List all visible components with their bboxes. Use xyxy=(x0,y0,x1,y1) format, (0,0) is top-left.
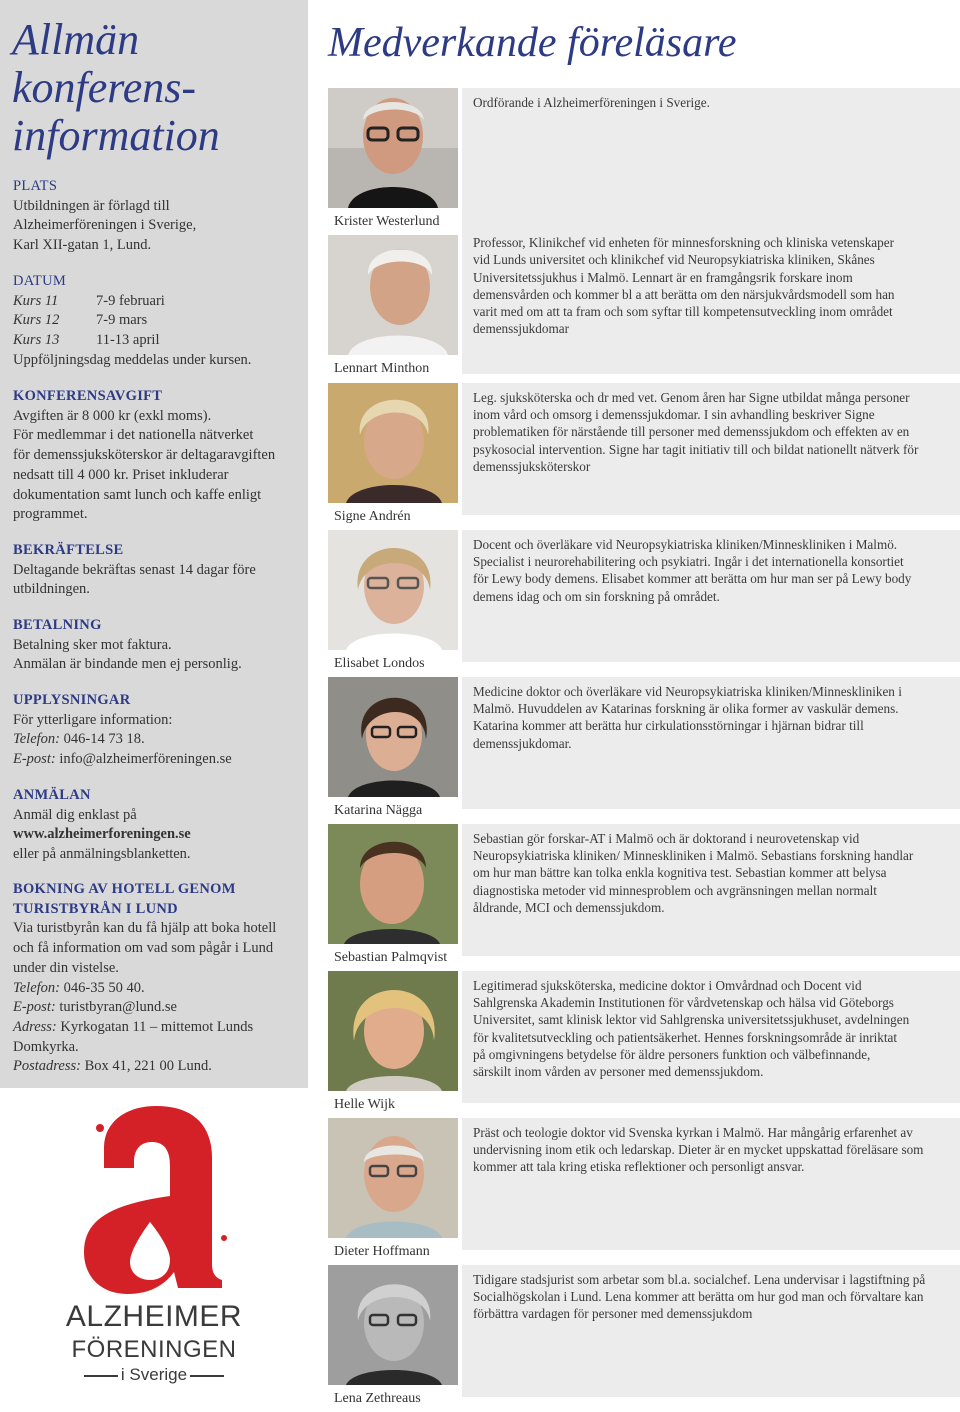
speaker-bio xyxy=(462,677,960,809)
bio-line: psykosocial intervention. Signe har tagit initiativ till och bildat nationellt nätverk för xyxy=(473,441,919,457)
bio-line: Tidigare stadsjurist som arbetar som bl.a. socialchef. Lena undervisar i lagstiftning på xyxy=(473,1272,926,1287)
speaker-name: Sebastian Palmqvist xyxy=(334,950,448,965)
bio-line: varit med om att ta fram och som syftar till kompetensutveckling inom området xyxy=(473,304,893,320)
address-line xyxy=(13,1018,303,1038)
section-heading: UPPLYSNINGAR xyxy=(13,692,131,708)
section-plats xyxy=(13,177,303,256)
bio-line: Specialist i neurorehabilitering och psykiatri. Ingår i det internationella konsortiet xyxy=(473,554,904,570)
portrait-icon xyxy=(328,88,458,208)
bio-line: kommer att tala kring etiska reflektioner och personligt ansvar. xyxy=(473,1159,805,1175)
text-line: eller på anmälningsblanketten. xyxy=(13,846,191,863)
section-upplysningar xyxy=(13,691,303,770)
section-heading: ANMÄLAN xyxy=(13,787,91,803)
section-heading: TURISTBYRÅN I LUND xyxy=(13,900,178,917)
bio-line: inom vård och omsorg i demenssjukdomar. I sin avhandling beskriver Signe xyxy=(473,407,875,423)
bio-line: om hur man bättre kan tolka enkla kognitiva test. Sebastian kommer att belysa xyxy=(473,865,887,881)
info-title-line-3: information xyxy=(12,111,220,160)
bio-line: Universitet, samt klinisk lektor vid Sahlgrenska universitetssjukhuset, avdelningen xyxy=(473,1012,910,1028)
bio-line: demenssjukdomar xyxy=(473,321,569,337)
bio-line: särskilt inom vården av personer med demenssjukdom. xyxy=(473,1064,764,1080)
text-line: Anmäl dig enklast på xyxy=(13,806,137,823)
bio-spacer xyxy=(473,111,952,234)
speaker-bio xyxy=(462,88,960,374)
bio-line: för Lewy body demens. Elisabet kommer att berätta om hur man ser på Lewy body xyxy=(473,571,912,587)
phone-label: Telefon: xyxy=(13,979,60,996)
bio-line: diagnostiska metoder vid minnesproblem och avgränsningen mellan normalt xyxy=(473,882,877,898)
postal-line xyxy=(13,1057,303,1077)
speaker-bio xyxy=(462,1118,960,1250)
text-line: Karl XII-gatan 1, Lund. xyxy=(13,237,152,254)
text-line: Anmälan är bindande men ej personlig. xyxy=(13,656,242,673)
speaker-photo xyxy=(328,677,458,797)
speaker-name: Signe Andrén xyxy=(334,509,411,524)
bio-line: åldrande, MCI och demenssjukdom. xyxy=(473,899,665,915)
portrait-icon xyxy=(328,383,458,503)
speaker-photo xyxy=(328,88,458,208)
speaker-name: Katarina Nägga xyxy=(334,803,423,818)
logo-line-2: FÖRENINGEN xyxy=(71,1336,237,1363)
bio-line: för kvalitetsutveckling och patientsäkerhet. Hennes forskningsområde är inriktat xyxy=(473,1029,898,1045)
email-label: E-post: xyxy=(13,999,56,1016)
speaker-photo xyxy=(328,530,458,650)
text-line: under din vistelse. xyxy=(13,959,119,976)
text-line: Alzheimerföreningen i Sverige, xyxy=(13,217,197,234)
portrait-icon xyxy=(328,971,458,1091)
section-avgift xyxy=(13,387,303,525)
email-label: E-post: xyxy=(13,751,56,768)
logo-mark-icon xyxy=(0,1088,308,1298)
text-line: nedsatt till 4 000 kr. Priset inkluderar xyxy=(13,466,229,483)
bio-line: Präst och teologie doktor vid Svenska kyrkan i Malmö. Har mångårig erfarenhet av xyxy=(473,1125,913,1140)
bio-line: på omgivningens betydelse för äldre personers funktion och välbefinnande, xyxy=(473,1046,871,1062)
date-row xyxy=(13,311,303,331)
bio-line: vid Lunds universitet och klinikchef vid Neuropsykiatriska kliniken, Skånes xyxy=(473,252,875,268)
section-bekraftelse xyxy=(13,541,303,600)
bio-line: Socialhögskolan i Lund. Lena kommer att berätta om hur god man och förvaltare kan xyxy=(473,1289,924,1305)
speaker-name: Dieter Hoffmann xyxy=(334,1244,430,1259)
section-heading: BOKNING AV HOTELL GENOM xyxy=(13,881,236,897)
portrait-icon xyxy=(328,1118,458,1238)
course-label: Kurs 12 xyxy=(13,312,60,329)
course-dates: 11-13 april xyxy=(96,332,160,349)
email-line xyxy=(13,750,303,770)
bio-line: undervisning inom etik och ledarskap. Dieter är en mycket uppskattad föreläsare som xyxy=(473,1142,924,1158)
bio-line: Neuropsykiatriska kliniken/ Minneskliniken i Malmö. Sebastians forskning handlar xyxy=(473,848,914,864)
bio-line: Malmö. Huvuddelen av Katarinas forskning är olika former av vaskulär demens. xyxy=(473,701,899,717)
logo-rule-left xyxy=(84,1375,118,1377)
alzheimer-logo xyxy=(0,1088,308,1412)
section-heading: BEKRÄFTELSE xyxy=(13,542,124,558)
phone-line xyxy=(13,730,303,750)
bio-line: problematiken för närstående till personer med demenssjukdom och effekten av en xyxy=(473,424,910,440)
email-line xyxy=(13,998,303,1018)
text-line: för demenssjuksköterskor är deltagaravgiften xyxy=(13,447,276,464)
bio-line: Professor, Klinikchef vid enheten för minnesforskning och kliniska vetenskaper xyxy=(473,235,895,251)
course-label: Kurs 13 xyxy=(13,332,60,349)
portrait-icon xyxy=(328,530,458,650)
info-title-line-2: konferens- xyxy=(12,63,197,112)
speaker-bio xyxy=(462,530,960,662)
text-line: För ytterligare information: xyxy=(13,711,173,728)
speaker-bio xyxy=(462,824,960,956)
speakers-title: Medverkande föreläsare xyxy=(328,20,737,66)
text-line: programmet. xyxy=(13,506,88,523)
section-heading: KONFERENSAVGIFT xyxy=(13,388,163,404)
date-row xyxy=(13,331,303,351)
general-info-panel xyxy=(0,0,308,1088)
portrait-icon xyxy=(328,1265,458,1385)
speaker-name: Helle Wijk xyxy=(334,1097,395,1112)
course-dates: 7-9 mars xyxy=(96,312,148,329)
speaker-photo xyxy=(328,383,458,503)
section-betalning xyxy=(13,616,303,675)
speaker-bio xyxy=(462,383,960,515)
course-dates: 7-9 februari xyxy=(96,292,165,309)
postal-address: Box 41, 221 00 Lund. xyxy=(84,1058,212,1075)
speaker-name: Krister Westerlund xyxy=(334,214,440,229)
phone-number: 046-35 50 40. xyxy=(63,979,145,996)
speaker-name: Elisabet Londos xyxy=(334,656,425,671)
phone-line xyxy=(13,979,303,999)
text-line: För medlemmar i det nationella nätverket xyxy=(13,427,254,444)
bio-line: Docent och överläkare vid Neuropsykiatriska kliniken/Minneskliniken i Malmö. xyxy=(473,537,898,552)
address-text: Kyrkogatan 11 – mittemot Lunds xyxy=(60,1018,254,1035)
speaker-photo xyxy=(328,235,458,355)
date-row xyxy=(13,292,303,312)
website-link[interactable]: www.alzheimerforeningen.se xyxy=(13,826,191,843)
speaker-photo xyxy=(328,971,458,1091)
section-heading: PLATS xyxy=(13,178,58,194)
bio-line: Ordförande i Alzheimerföreningen i Sverige. xyxy=(473,95,710,110)
course-label: Kurs 11 xyxy=(13,292,59,309)
bio-line: Leg. sjuksköterska och dr med vet. Genom åren har Signe utbildat många personer xyxy=(473,390,910,405)
speaker-name: Lena Zethreaus xyxy=(334,1391,421,1406)
email-link[interactable]: info@alzheimerföreningen.se xyxy=(59,751,232,768)
address-label: Adress: xyxy=(13,1018,57,1035)
speaker-bio xyxy=(462,971,960,1103)
portrait-icon xyxy=(328,235,458,355)
speaker-name: Lennart Minthon xyxy=(334,361,430,376)
portrait-icon xyxy=(328,677,458,797)
portrait-icon xyxy=(328,824,458,944)
postal-label: Postadress: xyxy=(13,1058,81,1075)
email-link[interactable]: turistbyran@lund.se xyxy=(59,999,177,1016)
speaker-photo xyxy=(328,824,458,944)
text-line: Uppföljningsdag meddelas under kursen. xyxy=(13,351,252,368)
text-line: och få information om vad som pågår i Lund xyxy=(13,940,274,957)
bio-line: demenssjuksköterskor xyxy=(473,458,591,474)
text-line: dokumentation samt lunch och kaffe enligt xyxy=(13,486,262,503)
phone-label: Telefon: xyxy=(13,731,60,748)
bio-line: Legitimerad sjuksköterska, medicine doktor i Omvårdnad och Docent vid xyxy=(473,978,862,993)
bio-line: demens idag och om sin forskning på området. xyxy=(473,588,720,604)
bio-line: Universitetssjukhus i Malmö. Lennart är en framgångsrik forskare inom xyxy=(473,269,853,285)
bio-line: förbättra vardagen för personer med demenssjukdom xyxy=(473,1306,753,1322)
bio-line: Sebastian gör forskar-AT i Malmö och är doktorand i neurovetenskap vid xyxy=(473,831,860,846)
text-line: utbildningen. xyxy=(13,581,90,598)
phone-number: 046-14 73 18. xyxy=(63,731,145,748)
text-line: Via turistbyrån kan du få hjälp att boka hotell xyxy=(13,920,277,937)
bio-line: demenssjukdomar. xyxy=(473,735,572,751)
speaker-photo xyxy=(328,1265,458,1385)
section-heading: DATUM xyxy=(13,273,67,289)
speaker-bio xyxy=(462,1265,960,1397)
section-hotell xyxy=(13,880,303,1077)
info-title xyxy=(12,16,302,160)
bio-line: Sahlgrenska Akademin Institutionen för vårdvetenskap och hälsa vid Göteborgs xyxy=(473,995,894,1011)
text-line: Betalning sker mot faktura. xyxy=(13,636,172,653)
text-line: Avgiften är 8 000 kr (exkl moms). xyxy=(13,407,212,424)
logo-line-3: i Sverige xyxy=(120,1365,188,1384)
section-anmalan xyxy=(13,786,303,865)
section-heading: BETALNING xyxy=(13,617,102,633)
speaker-photo xyxy=(328,1118,458,1238)
bio-line: Medicine doktor och överläkare vid Neuropsykiatriska kliniken/Minneskliniken i xyxy=(473,684,902,699)
logo-line-1: ALZHEIMER xyxy=(65,1300,243,1333)
info-title-line-1: Allmän xyxy=(12,15,140,64)
text-line: Utbildningen är förlagd till xyxy=(13,197,170,214)
bio-line: Katarina kommer att berätta hur cirkulationsstörningar i hjärnan bidrar till xyxy=(473,718,864,734)
address-text: Domkyrka. xyxy=(13,1038,79,1055)
logo-rule-right xyxy=(190,1375,224,1377)
section-datum xyxy=(13,272,303,371)
text-line: Deltagande bekräftas senast 14 dagar före xyxy=(13,561,256,578)
bio-line: demensvården och kommer bl a att berätta om den närsjukvårdsmodell som han xyxy=(473,286,895,302)
